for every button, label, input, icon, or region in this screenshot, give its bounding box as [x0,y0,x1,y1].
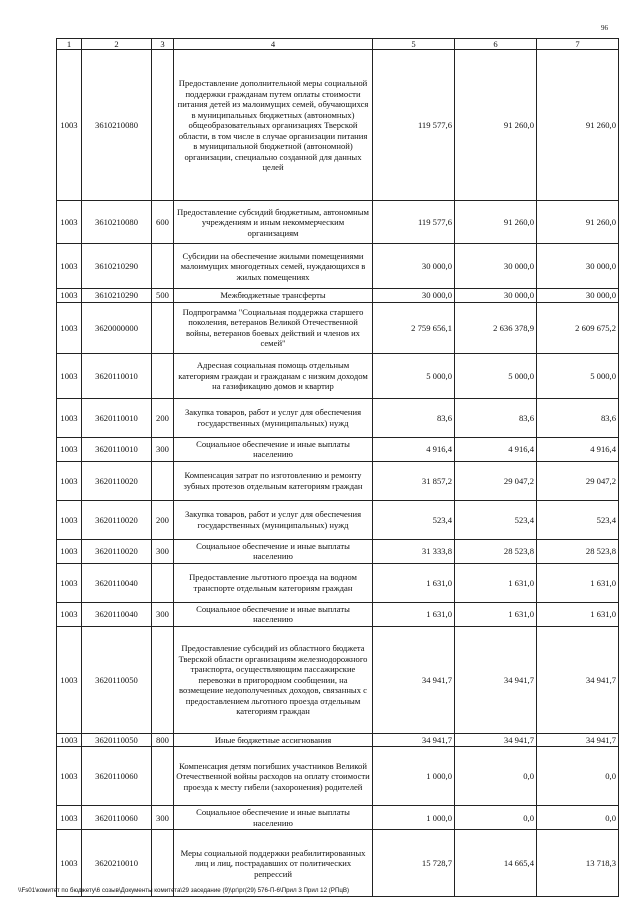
cell-target-article: 3620210010 [82,830,152,897]
table-row [57,437,619,461]
cell-description: Закупка товаров, работ и услуг для обеспечения государственных (муниципальных) нужд [174,500,373,539]
cell-amount-col6: 29 047,2 [455,461,537,500]
cell-section: 1003 [57,398,82,437]
cell-description: Предоставление субсидий бюджетным, автономным учреждениям и иным некоммерческим организациям [174,201,373,244]
cell-amount-col7: 5 000,0 [537,353,619,398]
cell-expense-type: 300 [152,437,174,461]
cell-amount-col5: 4 916,4 [373,437,455,461]
cell-amount-col6: 2 636 378,9 [455,302,537,353]
cell-description: Межбюджетные трансферты [174,289,373,302]
cell-description: Предоставление субсидий из областного бюджета Тверской области организациям железнодорожного транспорта, осуществляющим пассажирские перевозки в пригородном сообщении, на возмещение недополученных доходов, связанных с предоставлением льготного проезда отдельным категориям граждан [174,626,373,733]
table-row [57,626,619,733]
cell-amount-col6: 91 260,0 [455,50,537,201]
cell-description: Предоставление дополнительной меры социальной поддержки гражданам путем оплаты стоимости питания детей из малоимущих семей, обучающихся в муниципальных бюджетных (автономных) общеобразовательных организациях Тверской области, в том числе в случае организации питания в муниципальной бюджетной (автономной) организации, специально созданной для данных целей [174,50,373,201]
cell-amount-col7: 13 718,3 [537,830,619,897]
cell-expense-type [152,747,174,806]
cell-expense-type: 200 [152,500,174,539]
cell-expense-type: 300 [152,806,174,830]
cell-expense-type: 500 [152,289,174,302]
cell-amount-col7: 1 631,0 [537,602,619,626]
cell-description: Компенсация детям погибших участников Великой Отечественной войны расходов на оплату стоимости проезда к месту гибели (захоронения) родителей [174,747,373,806]
cell-amount-col5: 34 941,7 [373,626,455,733]
cell-expense-type [152,50,174,201]
cell-target-article: 3620110040 [82,602,152,626]
table-row [57,289,619,302]
cell-target-article: 3620110040 [82,563,152,602]
cell-amount-col7: 30 000,0 [537,244,619,289]
table-row [57,500,619,539]
budget-table [56,38,619,897]
cell-description: Компенсация затрат по изготовлению и ремонту зубных протезов отдельным категориям граждан [174,461,373,500]
cell-amount-col7: 29 047,2 [537,461,619,500]
cell-amount-col6: 30 000,0 [455,244,537,289]
cell-description: Социальное обеспечение и иные выплаты населению [174,806,373,830]
cell-amount-col6: 91 260,0 [455,201,537,244]
cell-amount-col6: 34 941,7 [455,626,537,733]
table-header-row [57,39,619,50]
cell-expense-type: 200 [152,398,174,437]
cell-section: 1003 [57,461,82,500]
cell-amount-col5: 1 000,0 [373,806,455,830]
cell-target-article: 3620000000 [82,302,152,353]
cell-section: 1003 [57,806,82,830]
cell-expense-type [152,353,174,398]
cell-section: 1003 [57,563,82,602]
cell-description: Закупка товаров, работ и услуг для обеспечения государственных (муниципальных) нужд [174,398,373,437]
cell-section: 1003 [57,500,82,539]
cell-section: 1003 [57,733,82,746]
column-header: 4 [174,39,373,50]
cell-target-article: 3620110060 [82,806,152,830]
cell-target-article: 3620110050 [82,733,152,746]
cell-section: 1003 [57,539,82,563]
table-row [57,244,619,289]
cell-target-article: 3620110020 [82,539,152,563]
cell-amount-col5: 1 000,0 [373,747,455,806]
cell-amount-col5: 31 857,2 [373,461,455,500]
column-header: 2 [82,39,152,50]
cell-description: Иные бюджетные ассигнования [174,733,373,746]
cell-amount-col5: 83,6 [373,398,455,437]
cell-target-article: 3620110010 [82,398,152,437]
table-row [57,747,619,806]
column-header: 6 [455,39,537,50]
table-row [57,733,619,746]
cell-amount-col5: 30 000,0 [373,244,455,289]
cell-amount-col5: 1 631,0 [373,602,455,626]
cell-target-article: 3610210080 [82,201,152,244]
cell-target-article: 3620110050 [82,626,152,733]
cell-target-article: 3610210290 [82,289,152,302]
table-row [57,201,619,244]
cell-section: 1003 [57,626,82,733]
cell-description: Субсидии на обеспечение жилыми помещениями малоимущих многодетных семей, нуждающихся в жилых помещениях [174,244,373,289]
table-row [57,398,619,437]
cell-amount-col6: 4 916,4 [455,437,537,461]
cell-target-article: 3620110020 [82,500,152,539]
cell-amount-col7: 523,4 [537,500,619,539]
cell-expense-type [152,626,174,733]
cell-amount-col7: 28 523,8 [537,539,619,563]
cell-amount-col7: 4 916,4 [537,437,619,461]
cell-amount-col5: 34 941,7 [373,733,455,746]
cell-amount-col7: 2 609 675,2 [537,302,619,353]
cell-section: 1003 [57,602,82,626]
cell-section: 1003 [57,830,82,897]
cell-amount-col7: 34 941,7 [537,626,619,733]
cell-description: Предоставление льготного проезда на водном транспорте отдельным категориям граждан [174,563,373,602]
cell-amount-col5: 119 577,6 [373,201,455,244]
cell-description: Социальное обеспечение и иные выплаты населению [174,539,373,563]
cell-amount-col5: 1 631,0 [373,563,455,602]
cell-amount-col5: 119 577,6 [373,50,455,201]
cell-amount-col7: 91 260,0 [537,201,619,244]
table-row [57,302,619,353]
cell-section: 1003 [57,747,82,806]
table-row [57,461,619,500]
cell-expense-type [152,302,174,353]
table-row [57,602,619,626]
cell-amount-col7: 0,0 [537,747,619,806]
cell-section: 1003 [57,289,82,302]
column-header: 5 [373,39,455,50]
cell-amount-col7: 83,6 [537,398,619,437]
cell-target-article: 3620110020 [82,461,152,500]
cell-description: Социальное обеспечение и иные выплаты населению [174,602,373,626]
cell-expense-type: 800 [152,733,174,746]
cell-target-article: 3620110010 [82,437,152,461]
table-body [57,50,619,897]
cell-description: Подпрограмма "Социальная поддержка старшего поколения, ветеранов Великой Отечественной войны, ветеранов боевых действий и членов их семей" [174,302,373,353]
cell-expense-type [152,461,174,500]
cell-target-article: 3610210290 [82,244,152,289]
cell-expense-type: 600 [152,201,174,244]
table-row [57,563,619,602]
cell-amount-col6: 523,4 [455,500,537,539]
cell-amount-col7: 34 941,7 [537,733,619,746]
cell-amount-col6: 14 665,4 [455,830,537,897]
table-row [57,353,619,398]
cell-amount-col5: 30 000,0 [373,289,455,302]
table-row [57,539,619,563]
cell-amount-col6: 1 631,0 [455,602,537,626]
cell-amount-col6: 28 523,8 [455,539,537,563]
column-header: 3 [152,39,174,50]
cell-description: Меры социальной поддержки реабилитированных лиц и лиц, пострадавших от политических репрессий [174,830,373,897]
cell-expense-type [152,244,174,289]
cell-amount-col7: 30 000,0 [537,289,619,302]
cell-amount-col5: 31 333,8 [373,539,455,563]
page-number: 96 [601,24,608,32]
cell-amount-col6: 34 941,7 [455,733,537,746]
cell-section: 1003 [57,50,82,201]
cell-amount-col5: 5 000,0 [373,353,455,398]
cell-amount-col5: 15 728,7 [373,830,455,897]
column-header: 7 [537,39,619,50]
cell-target-article: 3610210080 [82,50,152,201]
cell-amount-col5: 2 759 656,1 [373,302,455,353]
cell-amount-col6: 30 000,0 [455,289,537,302]
cell-section: 1003 [57,244,82,289]
table-row [57,806,619,830]
cell-target-article: 3620110010 [82,353,152,398]
cell-amount-col7: 1 631,0 [537,563,619,602]
cell-target-article: 3620110060 [82,747,152,806]
cell-expense-type: 300 [152,602,174,626]
cell-section: 1003 [57,353,82,398]
cell-amount-col6: 83,6 [455,398,537,437]
cell-section: 1003 [57,302,82,353]
cell-amount-col6: 0,0 [455,806,537,830]
cell-amount-col7: 91 260,0 [537,50,619,201]
cell-amount-col6: 5 000,0 [455,353,537,398]
cell-description: Адресная социальная помощь отдельным категориям граждан и гражданам с низким доходом на газификацию домов и квартир [174,353,373,398]
cell-expense-type [152,563,174,602]
cell-section: 1003 [57,437,82,461]
cell-amount-col6: 1 631,0 [455,563,537,602]
column-header: 1 [57,39,82,50]
table-row [57,50,619,201]
cell-description: Социальное обеспечение и иные выплаты населению [174,437,373,461]
cell-expense-type: 300 [152,539,174,563]
cell-amount-col5: 523,4 [373,500,455,539]
cell-section: 1003 [57,201,82,244]
file-path-footer: \\Fs01\комитет по бюджету\6 созыв\Документы комитета\29 заседание (9)\рг\рг(29) 576-П-6\Прил 3 Прил 12 (РПцВ) [18,887,350,894]
cell-amount-col7: 0,0 [537,806,619,830]
cell-amount-col6: 0,0 [455,747,537,806]
